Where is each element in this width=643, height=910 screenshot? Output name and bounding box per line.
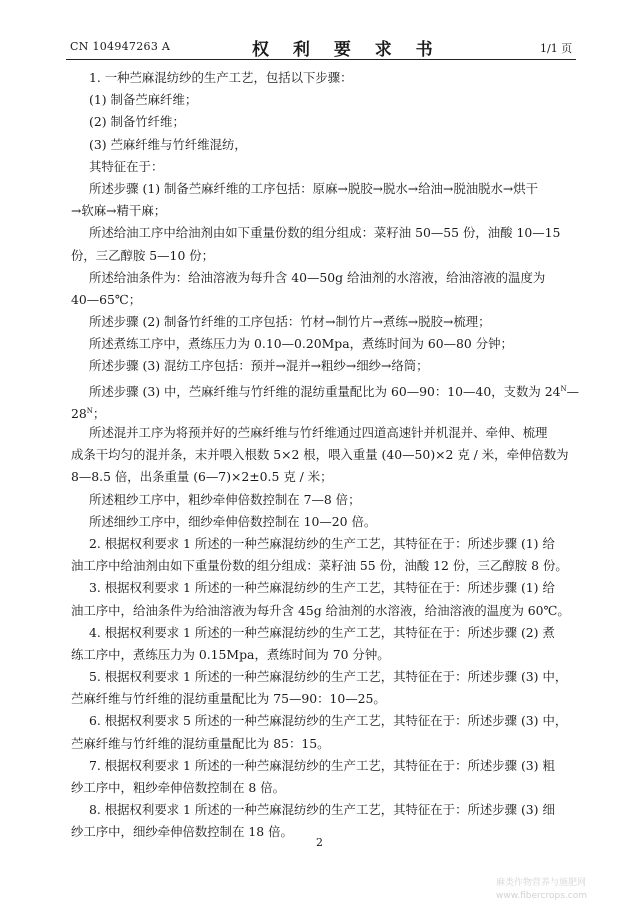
text-line <box>71 289 583 311</box>
page-info: 1/1 页 <box>540 42 573 55</box>
line-text: 所述给油条件为：给油溶液为每升含 40—50g 给油剂的水溶液，给油溶液的温度为 <box>89 269 546 285</box>
text-line <box>71 688 583 710</box>
line-text: 苎麻纤维与竹纤维的混纺重量配比为 85：15。 <box>71 735 330 751</box>
page-number: 2 <box>316 836 323 849</box>
text-line <box>71 644 583 666</box>
text-line <box>89 489 583 511</box>
line-text: 2. 根据权利要求 1 所述的一种苎麻混纺纱的生产工艺，其特征在于：所述步骤 (1) 给 <box>89 535 555 551</box>
text-line <box>89 755 583 777</box>
line-text: 所述给油工序中给油剂由如下重量份数的组分组成：菜籽油 50—55 份，油酸 10—15 <box>89 225 561 241</box>
line-text: 练工序中，煮练压力为 0.15Mpa，煮练时间为 70 分钟。 <box>71 646 390 662</box>
text-line <box>89 577 583 599</box>
text-line <box>89 156 583 178</box>
line-text: 油工序中，给油条件为给油溶液为每升含 45g 给油剂的水溶液，给油溶液的温度为 60℃。 <box>71 602 570 618</box>
line-text: 6. 根据权利要求 5 所述的一种苎麻混纺纱的生产工艺，其特征在于：所述步骤 (3) 中， <box>89 713 568 729</box>
text-line <box>71 600 583 622</box>
line-text: 所述步骤 (2) 制备竹纤维的工序包括：竹材→制竹片→煮练→脱胶→梳理； <box>89 314 491 330</box>
line-text: 其特征在于： <box>89 158 164 174</box>
text-line <box>71 777 583 799</box>
line-text: 所述粗纱工序中，粗纱牵伸倍数控制在 7—8 倍； <box>89 491 361 507</box>
text-line <box>89 710 583 732</box>
line-text: 所述混并工序为将预并好的苎麻纤维与竹纤维通过四道高速针并机混并、牵伸、梳理 <box>89 425 548 440</box>
text-line <box>89 511 583 533</box>
watermark-url: www.fibercrops.com <box>496 891 587 901</box>
line-text: 油工序中给油剂由如下重量份数的组分组成：菜籽油 55 份，油酸 12 份，三乙醇胺 8 份。 <box>71 558 568 574</box>
line-tail: ； <box>92 405 106 421</box>
text-line <box>89 378 583 400</box>
line-text: 28 <box>71 405 87 421</box>
line-text: (2) 制备竹纤维； <box>89 114 185 130</box>
doc-number: CN 104947263 A <box>70 40 171 53</box>
text-line <box>89 222 583 244</box>
text-line <box>71 466 583 488</box>
line-text: (1) 制备苎麻纤维； <box>89 92 198 108</box>
superscript: N <box>560 384 567 393</box>
text-line <box>89 178 583 200</box>
superscript: N <box>86 406 93 415</box>
line-text: 8. 根据权利要求 1 所述的一种苎麻混纺纱的生产工艺，其特征在于：所述步骤 (3) 细 <box>89 802 555 818</box>
line-text: 4. 根据权利要求 1 所述的一种苎麻混纺纱的生产工艺，其特征在于：所述步骤 (2) 煮 <box>89 624 555 640</box>
text-line <box>89 355 583 377</box>
text-line <box>89 89 583 111</box>
claims-text <box>71 67 583 844</box>
text-line <box>71 444 583 466</box>
line-text: 成条干均匀的混并条，末并喂入根数 5×2 根，喂入重量 (40—50)×2 克 / 米，牵伸倍数为 <box>71 447 569 463</box>
line-text: (3) 苎麻纤维与竹纤维混纺， <box>89 136 247 152</box>
text-line <box>89 134 583 156</box>
line-text: 3. 根据权利要求 1 所述的一种苎麻混纺纱的生产工艺，其特征在于：所述步骤 (1) 给 <box>89 580 555 596</box>
line-text: 份，三乙醇胺 5—10 份； <box>71 247 215 263</box>
line-text: 苎麻纤维与竹纤维的混纺重量配比为 75—90：10—25。 <box>71 691 386 707</box>
line-text: 所述步骤 (3) 混纺工序包括：预并→混并→粗纱→细纱→络筒； <box>89 358 429 374</box>
text-line <box>71 555 583 577</box>
header-divider <box>66 59 576 60</box>
line-text: 所述细纱工序中，细纱牵伸倍数控制在 10—20 倍。 <box>89 513 377 529</box>
line-text: 8—8.5 倍，出条重量 (6—7)×2±0.5 克 / 米； <box>71 469 333 485</box>
line-text: 所述煮练工序中，煮练压力为 0.10—0.20Mpa，煮练时间为 60—80 分钟； <box>89 336 513 352</box>
text-line <box>71 245 583 267</box>
line-tail: — <box>566 383 579 399</box>
text-line <box>71 400 583 422</box>
line-text: 7. 根据权利要求 1 所述的一种苎麻混纺纱的生产工艺，其特征在于：所述步骤 (3) 粗 <box>89 757 555 773</box>
text-line <box>89 666 583 688</box>
text-line <box>71 200 583 222</box>
text-line <box>89 799 583 821</box>
text-line <box>89 67 583 89</box>
text-line <box>89 111 583 133</box>
line-text: 5. 根据权利要求 1 所述的一种苎麻混纺纱的生产工艺，其特征在于：所述步骤 (3) 中， <box>89 669 568 685</box>
watermark-name: 麻类作物营养与施肥网 <box>496 878 587 888</box>
text-line <box>89 333 583 355</box>
line-text: 纱工序中，粗纱牵伸倍数控制在 8 倍。 <box>71 780 286 795</box>
line-text: 所述步骤 (3) 中，苎麻纤维与竹纤维的混纺重量配比为 60—90：10—40，支数为 24 <box>89 383 561 399</box>
text-line <box>89 267 583 289</box>
text-line <box>89 311 583 333</box>
line-text: →软麻→精干麻； <box>71 203 167 219</box>
text-line <box>89 533 583 555</box>
text-line <box>71 733 583 755</box>
page-title: 权 利 要 求 书 <box>252 40 442 60</box>
line-text: 1. 一种苎麻混纺纱的生产工艺，包括以下步骤： <box>89 70 353 85</box>
line-text: 纱工序中，细纱牵伸倍数控制在 18 倍。 <box>71 824 293 840</box>
text-line <box>89 422 583 444</box>
text-line <box>89 622 583 644</box>
line-text: 所述步骤 (1) 制备苎麻纤维的工序包括：原麻→脱胶→脱水→给油→脱油脱水→烘干 <box>89 180 539 196</box>
line-text: 40—65℃； <box>71 291 142 307</box>
text-line <box>71 821 583 843</box>
watermark <box>496 877 587 903</box>
